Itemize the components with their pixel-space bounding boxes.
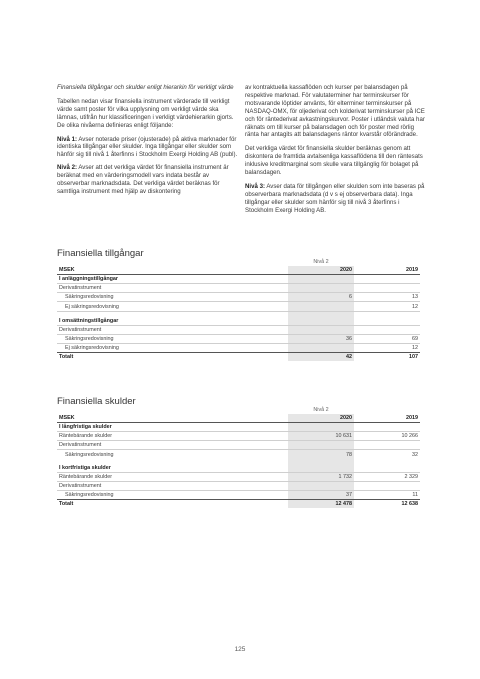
value-2020 (288, 302, 354, 311)
value-2019 (354, 464, 420, 473)
table-row (57, 334, 420, 343)
total-2020: 42 (288, 352, 354, 361)
total-2020: 12 478 (288, 499, 354, 508)
right-text-column (245, 84, 427, 221)
value-2019 (354, 325, 420, 334)
row-label: I omsättningstillgångar (57, 317, 288, 326)
row-label: Ej säkringsredovisning (65, 344, 119, 351)
row-label: Ej säkringsredovisning (57, 302, 288, 311)
row-label: I anläggningstillgångar (57, 275, 288, 284)
valuation-continuation: av kontraktuella kassaflöden och kurser per balansdagen på respektive marknad. För valutaterminer har terminskurser för motsvarande löptider använts, för elterminer terminskurser på NASDAQ-OMX, för oljederivat och kolderivat terminskurser på ICE och för räntederivat avkastningskurvor. Poster i utländsk valuta har räknats om till kurser på balansdagen och för poster med rörlig ränta har antagits att balansdagens räntor kvarstår oförändrade. (245, 84, 425, 139)
value-2019 (354, 423, 420, 432)
table-row (57, 441, 420, 450)
msek-header: MSEK (57, 414, 288, 423)
left-text-column (57, 84, 239, 202)
hierarchy-heading: Finansiella tillgångar och skulder enligt hierarkin för verkligt värde (57, 84, 234, 91)
level1-paragraph (57, 136, 239, 160)
table-row (57, 284, 420, 293)
assets-table-title: Finansiella tillgångar (57, 248, 144, 259)
liabilities-table-title: Finansiella skulder (57, 396, 136, 407)
value-2019: 12 (412, 344, 418, 351)
total-row (57, 352, 420, 361)
row-label: Säkringsredovisning (57, 334, 288, 343)
row-label: Derivatinstrument (57, 325, 288, 334)
value-2020 (288, 325, 354, 334)
level3-paragraph (245, 183, 427, 215)
value-2019: 10 266 (354, 432, 420, 441)
assets-table (57, 258, 420, 361)
table-header-row (57, 414, 420, 423)
table-row (57, 317, 420, 326)
level-header: Nivå 2 (313, 259, 329, 266)
value-2019 (354, 275, 420, 284)
total-label: Totalt (57, 499, 288, 508)
level3-label: Nivå 3: (245, 182, 265, 190)
year-2020-header: 2020 (288, 414, 354, 423)
row-label: Säkringsredovisning (65, 491, 114, 498)
value-2020 (288, 343, 354, 352)
level-header-row (57, 258, 420, 266)
table-row (57, 275, 420, 284)
value-2020 (288, 317, 354, 326)
liabilities-table (57, 406, 420, 508)
table-row (57, 432, 420, 441)
row-label: I kortfristiga skulder (57, 464, 288, 473)
level-header-row (57, 406, 420, 414)
value-2020: 36 (288, 334, 354, 343)
total-2019: 12 638 (354, 499, 420, 508)
level3-text: Avser data för tillgången eller skulden som inte baseras på observerbara marknadsdata (d v s ej observerbara data). Inga tillgångar eller skulder som hänför sig till nivå 3 återfinns i Stockholm Exergi Holding AB. (245, 182, 425, 214)
row-label: Derivatinstrument (57, 441, 288, 450)
value-2019 (354, 284, 420, 293)
level2-text: Avser att det verkliga värdet för finansiella instrument är beräknat med en värderingsmodell vars indata består av observerbar marknadsdata. Det verkliga värdet beräknas för samtliga instrument med hjälp av diskontering (57, 164, 229, 195)
msek-header: MSEK (57, 266, 288, 275)
value-2020 (288, 481, 354, 490)
row-label: Räntebärande skulder (57, 472, 288, 481)
table-row (57, 293, 420, 302)
table-row (57, 464, 420, 473)
table-row (57, 481, 420, 490)
row-label: Säkringsredovisning (57, 293, 288, 302)
row-label: Derivatinstrument (57, 481, 288, 490)
total-row (57, 499, 420, 508)
level-header: Nivå 2 (313, 407, 329, 414)
year-2020-header: 2020 (288, 266, 354, 275)
row-label: Räntebärande skulder (57, 432, 288, 441)
row-label: Säkringsredovisning (65, 451, 114, 458)
value-2019 (354, 481, 420, 490)
table-row (57, 302, 420, 311)
row-label: Derivatinstrument (57, 284, 288, 293)
value-2019 (354, 317, 420, 326)
year-2019-header: 2019 (354, 266, 420, 275)
value-2019: 12 (354, 302, 420, 311)
table-row (57, 423, 420, 432)
value-2019: 32 (412, 451, 418, 458)
table-row (57, 490, 420, 499)
table-row (57, 472, 420, 481)
level1-text: Avser noterade priser (ojusterade) på aktiva marknader för identiska tillgångar eller skulder. Inga tillgångar eller skulder som hänför sig till nivå 1 återfinns i Stockholm Exergi Holding AB (publ). (57, 135, 238, 159)
value-2020 (288, 284, 354, 293)
page-number: 125 (234, 646, 246, 653)
value-2020 (288, 423, 354, 432)
value-2019: 11 (412, 491, 418, 498)
table-row (57, 343, 420, 352)
value-2019 (354, 441, 420, 450)
value-2020: 78 (288, 450, 354, 459)
value-2020: 37 (288, 490, 354, 499)
value-2019: 2 329 (354, 472, 420, 481)
level2-paragraph (57, 164, 239, 196)
year-2019-header: 2019 (354, 414, 420, 423)
liabilities-fair-value-paragraph: Det verkliga värdet för finansiella skulder beräknas genom att diskontera de framtida avtalsenliga kassaflödena till den räntesats inklusive kreditmarginal som skulle vara tillgänglig för bolaget på balansdagen. (245, 145, 423, 177)
value-2020: 10 631 (288, 432, 354, 441)
value-2020 (288, 275, 354, 284)
level2-label: Nivå 2: (57, 164, 77, 172)
value-2020: 6 (288, 293, 354, 302)
value-2020 (288, 464, 354, 473)
row-label: I långfristiga skulder (57, 423, 288, 432)
hierarchy-intro: Tabellen nedan visar finansiella instrument värderade till verkligt värde samt poster för vilka upplysning om verkligt värde ska lämnas, utifrån hur klassificeringen i verkligt värdehierarkin gjorts. De olika nivåerna definieras enligt följande: (57, 97, 234, 129)
table-row (57, 325, 420, 334)
total-2019: 107 (354, 352, 420, 361)
total-label: Totalt (57, 352, 288, 361)
value-2019: 13 (354, 293, 420, 302)
value-2019: 69 (354, 334, 420, 343)
value-2020 (288, 441, 354, 450)
value-2020: 1 732 (288, 472, 354, 481)
table-header-row (57, 266, 420, 275)
level1-label: Nivå 1: (57, 135, 77, 143)
table-row (57, 450, 420, 459)
